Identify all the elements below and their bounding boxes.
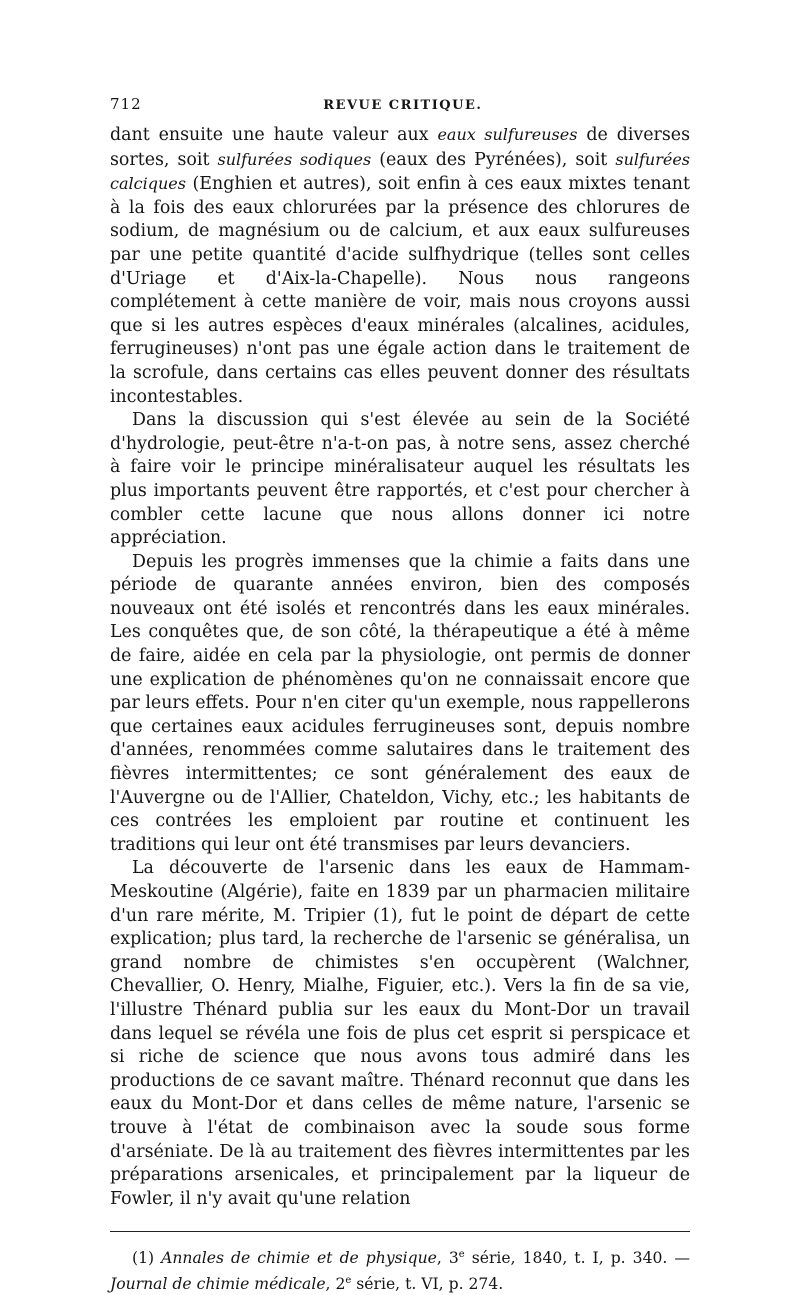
footnote-text: , 2	[325, 1274, 346, 1293]
book-page	[110, 95, 690, 1295]
footnote-superscript: e	[345, 1274, 352, 1286]
footnote-divider	[110, 1231, 690, 1232]
page-number: 712	[110, 95, 142, 113]
paragraph-1-text: dant ensuite une haute valeur aux	[110, 125, 438, 145]
footnote-text: série, t. VI, p. 274.	[351, 1274, 504, 1293]
italic-term: sulfurées sodiques	[217, 149, 372, 169]
page-header	[110, 95, 690, 123]
footnote-text: , 3	[436, 1249, 459, 1268]
footnote-text: série, 1840, t. I, p. 340. —	[464, 1249, 691, 1268]
paragraph-2: Dans la discussion qui s'est élevée au sein de la Société d'hydrologie, peut-être n'a-t-on pas, à notre sens, assez cherché à faire voir le principe minéralisateur auquel les résultats les plus importants peuvent être rapportés, et c'est pour chercher à combler cette lacune que nous allons donner ici notre appréciation.	[110, 410, 690, 549]
running-title: REVUE CRITIQUE.	[323, 98, 483, 113]
paragraph-1-text: de diverses sortes, soit	[110, 125, 690, 170]
italic-term: eaux sulfureuses	[437, 125, 578, 144]
footnote	[110, 1244, 690, 1294]
body-text	[110, 123, 690, 1211]
paragraph-4: La découverte de l'arsenic dans les eaux de Hammam-Meskoutine (Algérie), faite en 1839 par un pharmacien militaire d'un rare mérite, M. Tripier (1), fut le point de départ de cette explication; plus tard, la recherche de l'arsenic se généralisa, un grand nombre de chimistes s'en occupèrent (Walchner, Chevallier, O. Henry, Mialhe, Figuier, etc.). Vers la fin de sa vie, l'illustre Thénard publia sur les eaux du Mont-Dor un travail dans lequel se révéla une fois de plus cet esprit si perspicace et si riche de science que nous avons tous admiré dans les productions de ce savant maître. Thénard reconnut que dans les eaux du Mont-Dor et dans celles de même nature, l'arsenic se trouve à l'état de combinaison avec la soude sous forme d'arséniate. De là au traitement des fièvres intermittentes par les préparations arsenicales, et principalement par la liqueur de Fowler, il n'y avait qu'une relation	[110, 858, 690, 1209]
footnote-journal-title: Annales de chimie et de physique	[161, 1249, 437, 1268]
paragraph-1-text: (Enghien et autres), soit enfin à ces eaux mixtes tenant à la fois des eaux chlorurées par la présence des chlorures de sodium, de magnésium ou de calcium, et aux eaux sulfureuses par une petite quantité d'acide sulfhydrique (telles sont celles d'Uriage et d'Aix-la-Chapelle). Nous nous rangeons complétement à cette manière de voir, mais nous croyons aussi que si les autres espèces d'eaux minérales (alcalines, acidules, ferrugineuses) n'ont pas une égale action dans le traitement de la scrofule, dans certains cas elles peuvent donner des résultats incontestables.	[110, 174, 690, 407]
paragraph-1-text: (eaux des Pyrénées), soit	[371, 149, 616, 170]
footnote-marker: (1)	[132, 1249, 162, 1268]
footnote-superscript: e	[458, 1249, 465, 1261]
paragraph-3: Depuis les progrès immenses que la chimie a faits dans une période de quarante années environ, bien des composés nouveaux ont été isolés et rencontrés dans les eaux minérales. Les conquêtes que, de son côté, la thérapeutique a été à même de faire, aidée en cela par la physiologie, ont permis de donner une explication de phénomènes qu'on ne connaissait encore que par leurs effets. Pour n'en citer qu'un exemple, nous rappellerons que certaines eaux acidules ferrugineuses sont, depuis nombre d'années, renommées comme salutaires dans le traitement des fièvres intermittentes; ce sont généralement des eaux de l'Auvergne ou de l'Allier, Chateldon, Vichy, etc.; les habitants de ces contrées les emploient par routine et continuent les traditions qui leur ont été transmises par leurs devanciers.	[110, 551, 690, 855]
italic-term: sulfurées calciques	[110, 149, 691, 194]
footnote-journal-title: Journal de chimie médicale	[110, 1274, 326, 1293]
paragraph-1	[110, 123, 690, 409]
